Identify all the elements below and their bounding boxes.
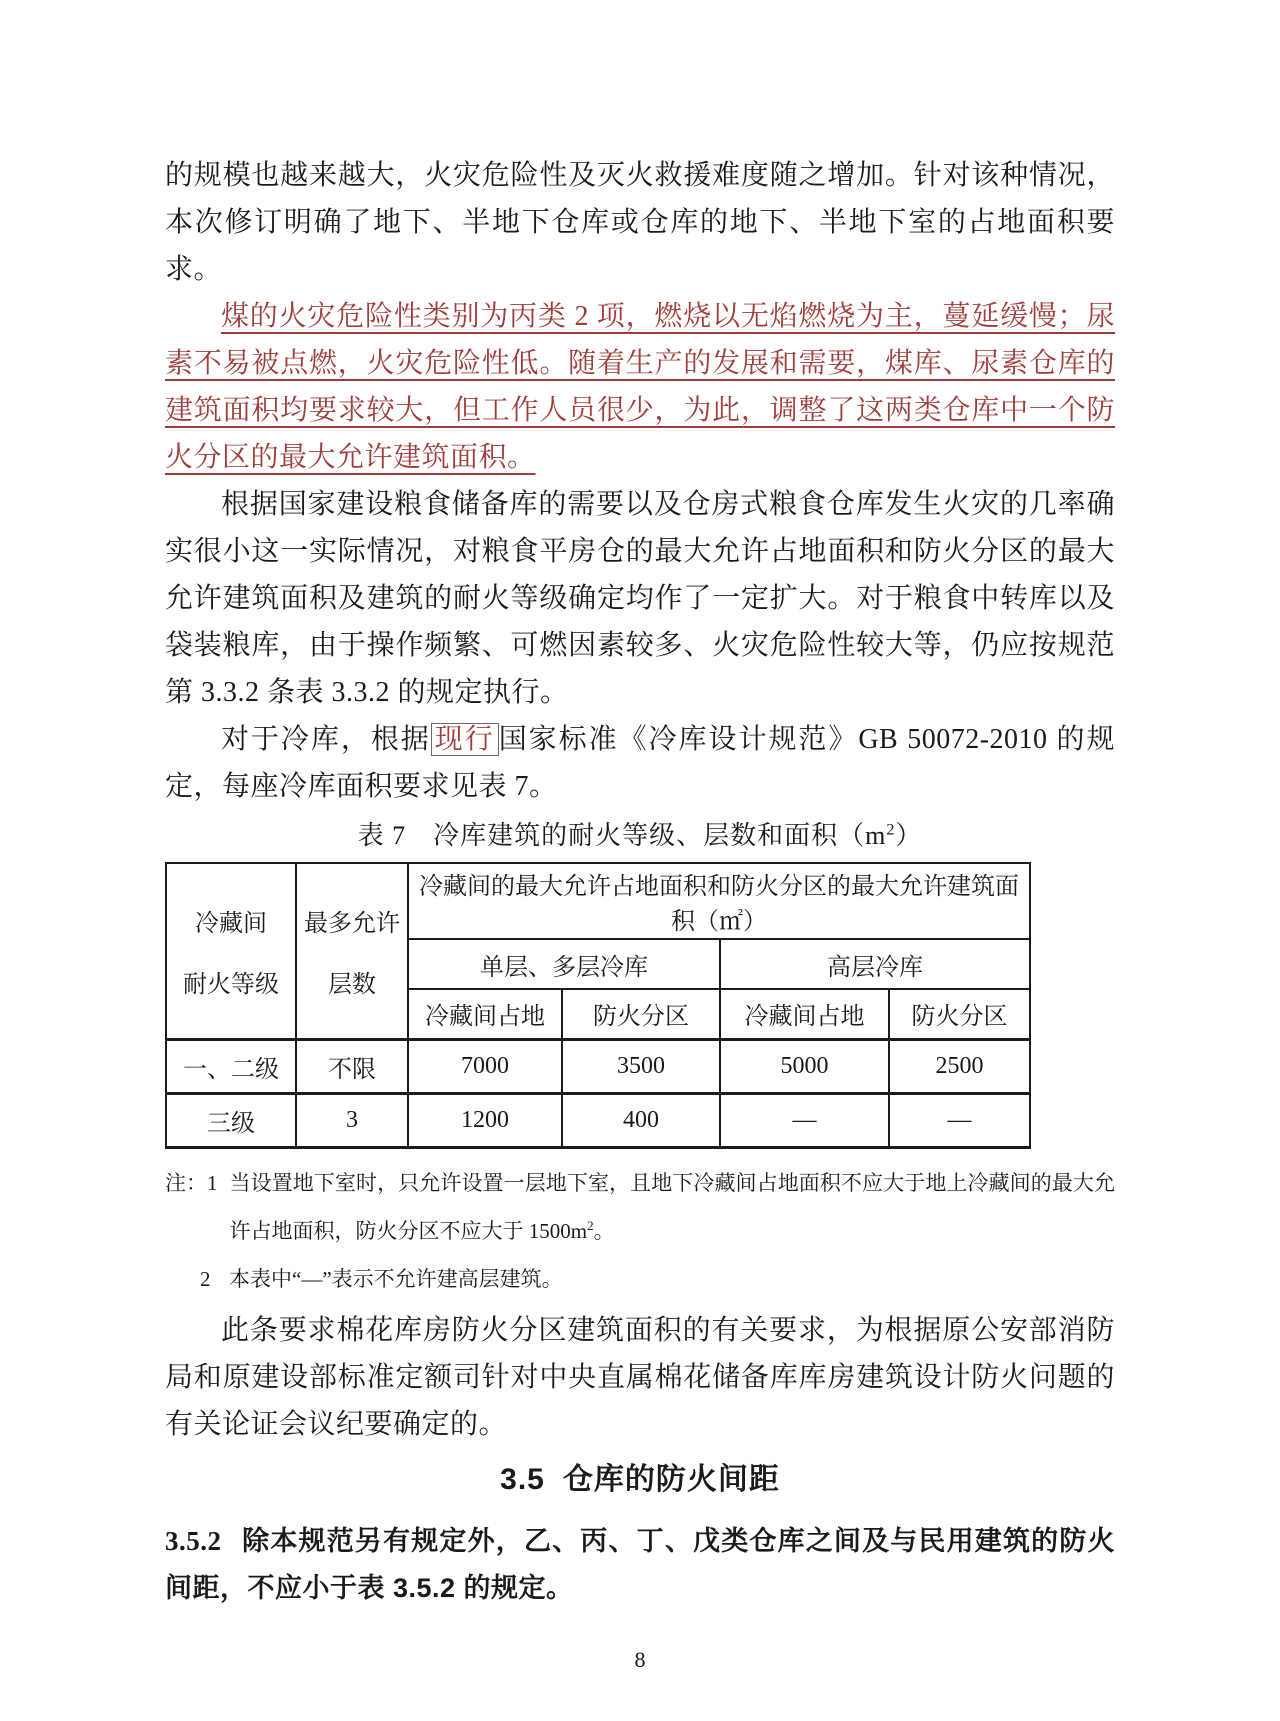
clause-3-5-2 [165,1518,1115,1612]
clause-text: 除本规范另有规定外，乙、丙、丁、戊类仓库之间及与民用建筑的防火间距，不应小于表 3.5.2 的规定。 [165,1525,1115,1603]
header-sub-2: 防火分区 [562,989,720,1039]
header-col1-line2: 耐火等级 [183,971,279,998]
table7-title-superscript: 2 [886,821,896,839]
note-2 [165,1255,1115,1303]
header-single-multi-storey: 单层、多层冷库 [408,939,720,989]
cell-value: 5000 [720,1039,889,1093]
section-number: 3.5 [500,1462,545,1496]
note-2-number: 2 [200,1266,211,1291]
header-fire-resistance-grade [166,863,296,1039]
header-sub-4: 防火分区 [889,989,1030,1039]
header-sub-3: 冷藏间占地 [720,989,889,1039]
table7-title [165,816,1115,856]
cell-storeys-unlimited: 不限 [296,1039,408,1093]
note-1-label [165,1159,230,1207]
header-sub-1: 冷藏间占地 [408,989,562,1039]
section-title: 仓库的防火间距 [562,1462,780,1496]
cell-grade-1-2: 一、二级 [166,1039,296,1093]
cell-storeys-3: 3 [296,1093,408,1147]
header-col2-line1: 最多允许 [304,910,400,937]
paragraph-cold-storage [165,716,1115,810]
cell-value: 3500 [562,1039,720,1093]
cell-dash: — [889,1093,1030,1147]
note-1-superscript: 2 [587,1217,594,1233]
inserted-word-box: 现行 [431,723,499,756]
header-high-rise: 高层冷库 [720,939,1030,989]
note-1-period: 。 [593,1218,615,1243]
cell-value: 400 [562,1093,720,1147]
paragraph-continuation: 的规模也越来越大，火灾危险性及灭火救援难度随之增加。针对该种情况，本次修订明确了地下、半地下仓库或仓库的地下、半地下室的占地面积要求。 [165,160,1115,285]
table7-title-text: 表 7 冷库建筑的耐火等级、层数和面积（m [357,821,887,850]
cell-dash: — [720,1093,889,1147]
page-content [165,0,1115,1612]
note-1-text [230,1159,1116,1255]
note-label-prefix: 注： [165,1170,207,1195]
header-col2-line2: 层数 [328,971,376,998]
cold-storage-text-after: 国家标准《冷库设计规范》GB 50072-2010 的规定，每座冷库面积要求见表 7。 [165,724,1115,802]
page-number: 8 [634,1647,646,1672]
table-row [166,1093,1030,1147]
table7-title-close: ） [895,821,923,850]
paragraph-cotton-warehouse: 此条要求棉花库房防火分区建筑面积的有关要求，为根据原公安部消防局和原建设部标准定额司针对中央直属棉花储备库库房建筑设计防火问题的有关论证会议纪要确定的。 [165,1314,1115,1440]
cell-grade-3: 三级 [166,1093,296,1147]
section-heading-3-5 [165,1458,1115,1502]
paragraph-revision-red: 煤的火灾危险性类别为丙类 2 项，燃烧以无焰燃烧为主，蔓延缓慢；尿素不易被点燃，火灾危险性低。随着生产的发展和需要，煤库、尿素仓库的建筑面积均要求较大，但工作人员很少，为此，调整了这两类仓库中一个防火分区的最大允许建筑面积。 [165,301,1115,473]
cold-storage-text-before: 对于冷库，根据 [221,724,431,755]
note-1-number: 1 [207,1170,218,1195]
note-2-text: 本表中“—”表示不允许建高层建筑。 [229,1266,563,1291]
note-1 [165,1159,1115,1255]
note-1-body: 当设置地下室时，只允许设置一层地下室，且地下冷藏间占地面积不应大于地上冷藏间的最大允许占地面积，防火分区不应大于 1500m [229,1170,1115,1243]
table7-header-row-1 [166,863,1030,939]
cell-value: 1200 [408,1093,562,1147]
cell-value: 2500 [889,1039,1030,1093]
table7 [165,862,1031,1149]
paragraph-grain-warehouse: 根据国家建设粮食储备库的需要以及仓房式粮食仓库发生火灾的几率确实很小这一实际情况，对粮食平房仓的最大允许占地面积和防火分区的最大允许建筑面积及建筑的耐火等级确定均作了一定扩大。对于粮食中转库以及袋装粮库，由于操作频繁、可燃因素较多、火灾危险性较大等，仍应按规范第 3.3.2 条表 3.3.2 的规定执行。 [165,489,1115,708]
header-max-storeys [296,863,408,1039]
header-span-areas: 冷藏间的最大允许占地面积和防火分区的最大允许建筑面积（㎡） [408,863,1030,939]
cell-value: 7000 [408,1039,562,1093]
clause-number: 3.5.2 [165,1525,222,1556]
table-row [166,1039,1030,1093]
header-col1-line1: 冷藏间 [195,910,267,937]
table7-notes [165,1159,1115,1303]
